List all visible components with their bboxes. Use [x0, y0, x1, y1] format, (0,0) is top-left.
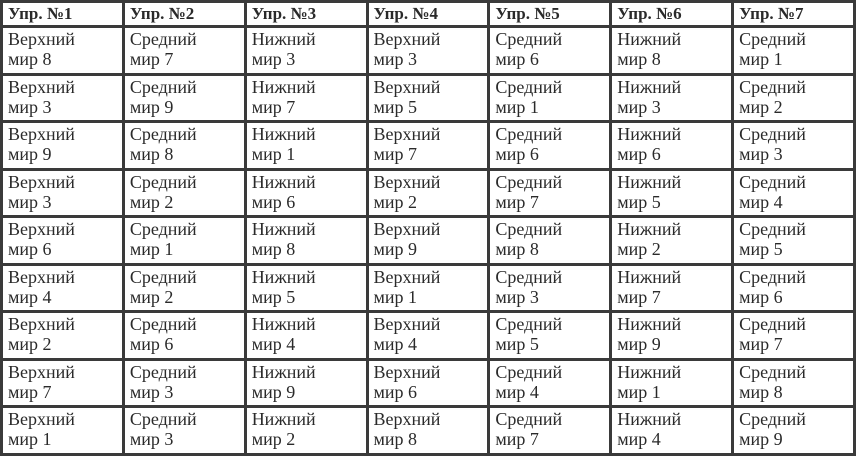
table-cell: [123, 407, 245, 455]
table-cell: [2, 27, 124, 75]
table-cell: [489, 122, 611, 170]
table-cell: [245, 74, 367, 122]
cell-world-number: мир 8: [373, 429, 418, 450]
table-cell: [611, 264, 733, 312]
table-cell: [489, 407, 611, 455]
cell-world-level: Нижний: [251, 124, 316, 145]
table-cell: [733, 27, 855, 75]
cell-world-number: мир 6: [8, 239, 52, 260]
table-cell: [123, 359, 245, 407]
cell-world-number: мир 7: [373, 144, 418, 165]
cell-world-level: Нижний: [617, 171, 682, 192]
cell-world-level: Верхний: [8, 29, 75, 49]
table-cell: [367, 74, 489, 122]
cell-world-number: мир 9: [617, 334, 661, 355]
cell-world-number: мир 8: [251, 239, 296, 260]
cell-world-level: Нижний: [617, 219, 682, 240]
column-header-7: Упр. №7: [733, 2, 855, 27]
cell-world-level: Средний: [495, 361, 563, 382]
table-cell: [367, 27, 489, 75]
table-row: [2, 27, 855, 75]
cell-world-level: Верхний: [373, 361, 441, 382]
cell-world-number: мир 3: [129, 429, 174, 450]
table-cell: [733, 217, 855, 265]
table-cell: [123, 264, 245, 312]
table-cell: [489, 217, 611, 265]
cell-world-number: мир 8: [617, 49, 661, 69]
cell-world-level: Средний: [739, 76, 806, 97]
table-cell: [489, 359, 611, 407]
cell-world-level: Верхний: [373, 124, 441, 145]
cell-world-level: Средний: [739, 29, 806, 49]
cell-world-level: Средний: [495, 29, 563, 49]
table-cell: [2, 169, 124, 217]
cell-world-number: мир 4: [739, 191, 783, 212]
cell-world-level: Верхний: [373, 29, 441, 49]
table-cell: [245, 217, 367, 265]
cell-world-level: Средний: [129, 314, 197, 335]
table-row: [2, 122, 855, 170]
cell-world-number: мир 5: [617, 191, 661, 212]
column-header-1: Упр. №1: [2, 2, 124, 27]
table-cell: [611, 407, 733, 455]
cell-world-level: Верхний: [373, 266, 441, 287]
cell-world-level: Нижний: [617, 76, 682, 97]
table-cell: [245, 359, 367, 407]
table-cell: [611, 169, 733, 217]
cell-world-level: Верхний: [8, 124, 75, 145]
cell-world-number: мир 4: [373, 334, 418, 355]
table-cell: [489, 169, 611, 217]
cell-world-level: Нижний: [251, 361, 316, 382]
cell-world-level: Нижний: [251, 219, 316, 240]
table-cell: [2, 407, 124, 455]
cell-world-number: мир 1: [129, 239, 174, 260]
table-cell: [367, 264, 489, 312]
table-cell: [123, 122, 245, 170]
table-cell: [611, 122, 733, 170]
table-cell: [489, 74, 611, 122]
cell-world-level: Средний: [129, 266, 197, 287]
column-header-6: Упр. №6: [611, 2, 733, 27]
cell-world-level: Верхний: [8, 409, 75, 430]
cell-world-level: Нижний: [251, 409, 316, 430]
cell-world-number: мир 5: [373, 96, 418, 117]
table-cell: [245, 122, 367, 170]
table-cell: [123, 312, 245, 360]
table-cell: [2, 217, 124, 265]
table-cell: [245, 264, 367, 312]
table-cell: [611, 359, 733, 407]
cell-world-number: мир 4: [251, 334, 296, 355]
cell-world-number: мир 6: [617, 144, 661, 165]
cell-world-number: мир 1: [495, 96, 539, 117]
cell-world-level: Средний: [495, 219, 563, 240]
table-cell: [2, 264, 124, 312]
table-cell: [733, 122, 855, 170]
cell-world-number: мир 7: [495, 191, 539, 212]
table-cell: [2, 122, 124, 170]
cell-world-number: мир 7: [739, 334, 783, 355]
cell-world-number: мир 6: [251, 191, 296, 212]
cell-world-level: Верхний: [8, 171, 75, 192]
cell-world-level: Верхний: [373, 76, 441, 97]
cell-world-level: Средний: [129, 219, 197, 240]
cell-world-level: Средний: [129, 361, 197, 382]
table-cell: [489, 264, 611, 312]
cell-world-number: мир 3: [251, 49, 296, 69]
cell-world-number: мир 1: [8, 429, 52, 450]
cell-world-number: мир 6: [495, 49, 539, 69]
table-cell: [123, 27, 245, 75]
table-cell: [123, 217, 245, 265]
cell-world-level: Средний: [495, 314, 563, 335]
table-cell: [611, 74, 733, 122]
cell-world-level: Нижний: [617, 124, 682, 145]
cell-world-level: Нижний: [617, 29, 682, 49]
table-cell: [367, 217, 489, 265]
cell-world-number: мир 4: [617, 429, 661, 450]
table-cell: [245, 407, 367, 455]
table-cell: [2, 359, 124, 407]
cell-world-number: мир 6: [739, 286, 783, 307]
cell-world-level: Средний: [495, 409, 563, 430]
table-cell: [733, 359, 855, 407]
table-cell: [2, 312, 124, 360]
table-body: [2, 27, 855, 455]
cell-world-level: Нижний: [251, 266, 316, 287]
table-cell: [367, 407, 489, 455]
table-row: [2, 407, 855, 455]
table-cell: [733, 312, 855, 360]
table-cell: [245, 312, 367, 360]
cell-world-level: Средний: [495, 171, 563, 192]
cell-world-level: Средний: [495, 76, 563, 97]
cell-world-number: мир 3: [617, 96, 661, 117]
cell-world-number: мир 2: [8, 334, 52, 355]
table-cell: [367, 169, 489, 217]
cell-world-number: мир 4: [8, 286, 52, 307]
table-cell: [2, 74, 124, 122]
cell-world-level: Средний: [739, 409, 806, 430]
cell-world-number: мир 7: [251, 96, 296, 117]
table-cell: [733, 407, 855, 455]
table-row: [2, 264, 855, 312]
table-cell: [367, 359, 489, 407]
cell-world-level: Верхний: [373, 171, 441, 192]
table-cell: [245, 27, 367, 75]
table-cell: [733, 264, 855, 312]
table-row: [2, 169, 855, 217]
cell-world-level: Средний: [129, 76, 197, 97]
table-cell: [733, 74, 855, 122]
table-cell: [611, 27, 733, 75]
cell-world-number: мир 7: [617, 286, 661, 307]
cell-world-level: Нижний: [251, 29, 316, 49]
cell-world-number: мир 3: [739, 144, 783, 165]
table-header: [2, 2, 855, 27]
cell-world-level: Средний: [129, 124, 197, 145]
cell-world-number: мир 6: [129, 334, 174, 355]
cell-world-level: Средний: [739, 171, 806, 192]
cell-world-number: мир 1: [251, 144, 296, 165]
cell-world-level: Средний: [739, 361, 806, 382]
cell-world-number: мир 3: [8, 191, 52, 212]
cell-world-level: Верхний: [8, 76, 75, 97]
cell-world-number: мир 2: [129, 191, 174, 212]
cell-world-level: Нижний: [251, 314, 316, 335]
cell-world-number: мир 1: [373, 286, 418, 307]
column-header-2: Упр. №2: [123, 2, 245, 27]
cell-world-number: мир 6: [373, 381, 418, 402]
column-header-3: Упр. №3: [245, 2, 367, 27]
cell-world-level: Средний: [129, 171, 197, 192]
cell-world-level: Средний: [129, 29, 197, 49]
table-row: [2, 74, 855, 122]
table-cell: [489, 312, 611, 360]
cell-world-number: мир 7: [129, 49, 174, 69]
cell-world-number: мир 5: [251, 286, 296, 307]
table-cell: [245, 169, 367, 217]
cell-world-number: мир 4: [495, 381, 539, 402]
cell-world-level: Средний: [495, 266, 563, 287]
cell-world-level: Средний: [129, 409, 197, 430]
cell-world-number: мир 3: [495, 286, 539, 307]
cell-world-level: Нижний: [251, 171, 316, 192]
column-header-5: Упр. №5: [489, 2, 611, 27]
table-cell: [367, 312, 489, 360]
table-cell: [733, 169, 855, 217]
cell-world-number: мир 9: [8, 144, 52, 165]
cell-world-level: Верхний: [373, 409, 441, 430]
cell-world-level: Верхний: [8, 361, 75, 382]
cell-world-number: мир 8: [8, 49, 52, 69]
cell-world-number: мир 8: [129, 144, 174, 165]
table-row: [2, 312, 855, 360]
cell-world-level: Верхний: [8, 314, 75, 335]
cell-world-number: мир 6: [495, 144, 539, 165]
cell-world-number: мир 3: [129, 381, 174, 402]
cell-world-number: мир 2: [617, 239, 661, 260]
cell-world-number: мир 2: [373, 191, 418, 212]
cell-world-level: Нижний: [617, 361, 682, 382]
cell-world-number: мир 9: [373, 239, 418, 260]
table-cell: [367, 122, 489, 170]
cell-world-level: Верхний: [8, 266, 75, 287]
header-row: [2, 2, 855, 27]
column-header-4: Упр. №4: [367, 2, 489, 27]
cell-world-number: мир 5: [495, 334, 539, 355]
cell-world-level: Средний: [739, 266, 806, 287]
table-cell: [123, 74, 245, 122]
cell-world-level: Нижний: [617, 409, 682, 430]
cell-world-number: мир 2: [129, 286, 174, 307]
cell-world-number: мир 8: [739, 381, 783, 402]
cell-world-level: Нижний: [251, 76, 316, 97]
table-cell: [489, 27, 611, 75]
cell-world-level: Средний: [739, 124, 806, 145]
cell-world-number: мир 9: [739, 429, 783, 450]
table-row: [2, 359, 855, 407]
table-row: [2, 217, 855, 265]
cell-world-level: Верхний: [8, 219, 75, 240]
cell-world-number: мир 3: [373, 49, 418, 69]
cell-world-number: мир 9: [129, 96, 174, 117]
cell-world-number: мир 2: [739, 96, 783, 117]
cell-world-level: Средний: [739, 219, 806, 240]
cell-world-level: Верхний: [373, 219, 441, 240]
cell-world-number: мир 7: [8, 381, 52, 402]
table-cell: [611, 312, 733, 360]
cell-world-level: Нижний: [617, 314, 682, 335]
cell-world-number: мир 8: [495, 239, 539, 260]
cell-world-level: Средний: [495, 124, 563, 145]
cell-world-level: Средний: [739, 314, 806, 335]
cell-world-level: Нижний: [617, 266, 682, 287]
cell-world-number: мир 2: [251, 429, 296, 450]
cell-world-level: Верхний: [373, 314, 441, 335]
cell-world-number: мир 3: [8, 96, 52, 117]
table-cell: [611, 217, 733, 265]
table-cell: [123, 169, 245, 217]
cell-world-number: мир 5: [739, 239, 783, 260]
cell-world-number: мир 7: [495, 429, 539, 450]
cell-world-number: мир 1: [739, 49, 783, 69]
cell-world-number: мир 9: [251, 381, 296, 402]
cell-world-number: мир 1: [617, 381, 661, 402]
